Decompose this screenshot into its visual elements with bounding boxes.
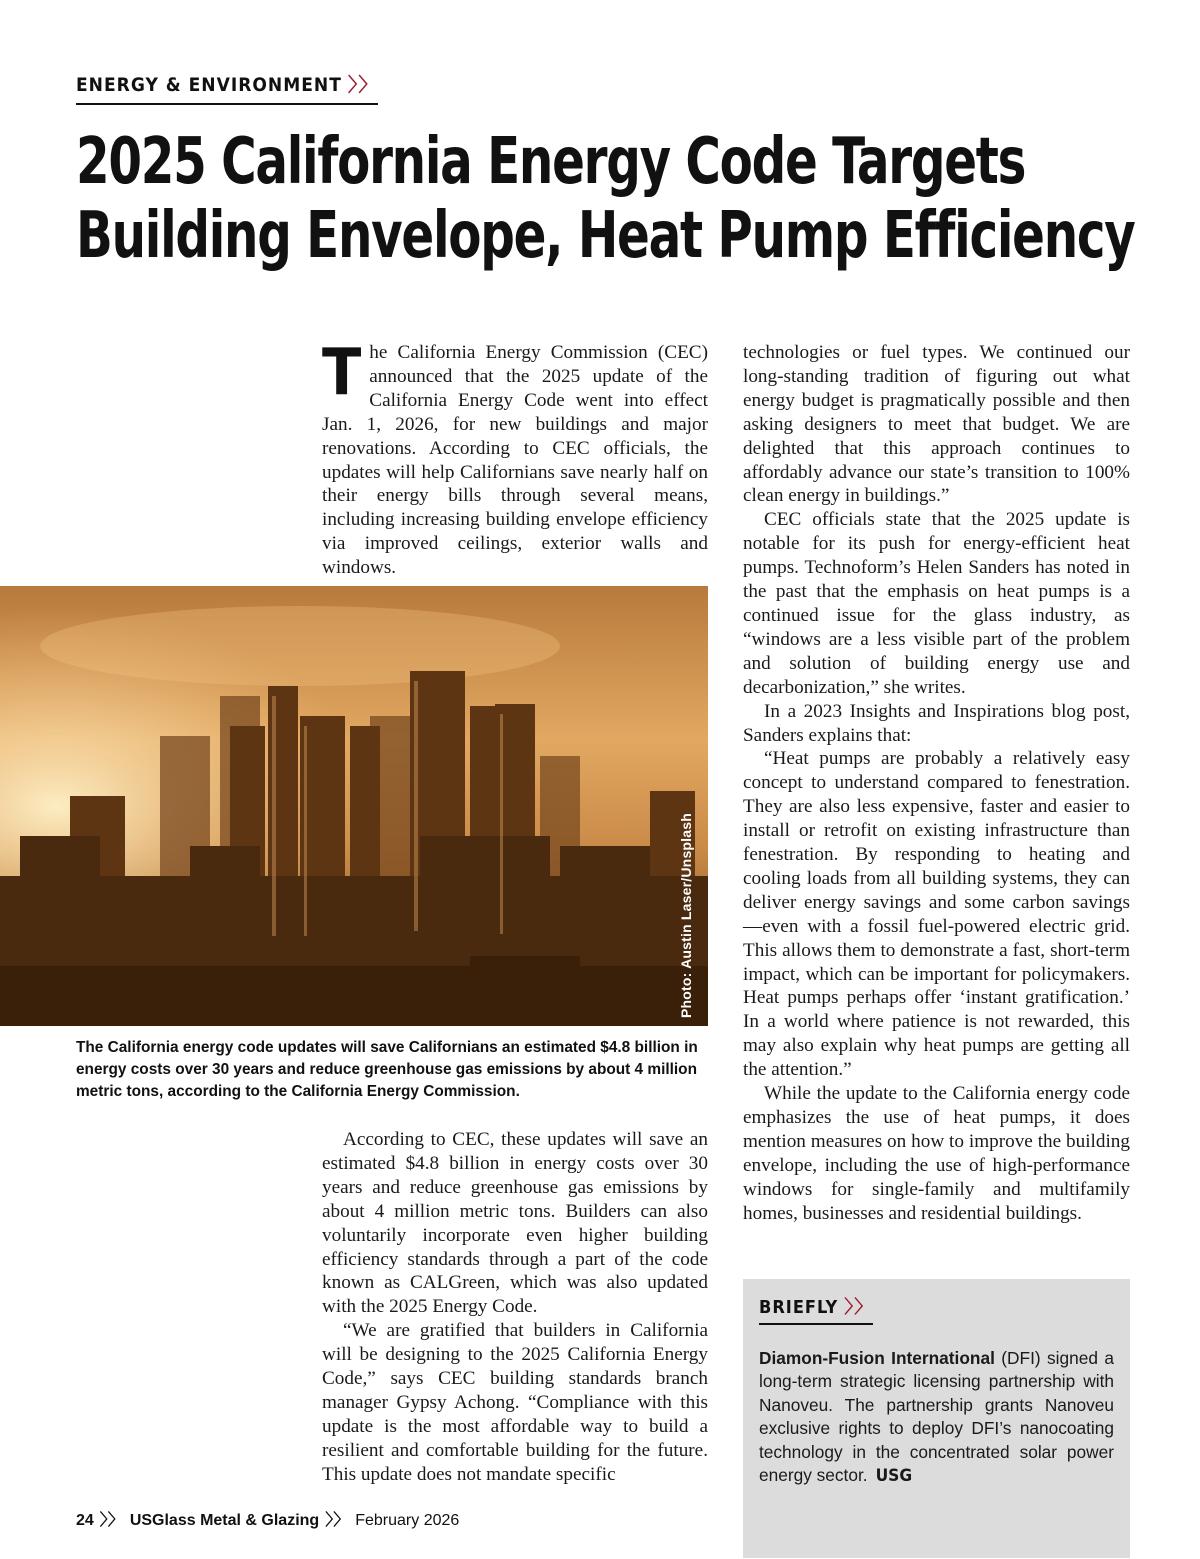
headline-line-1: 2025 California Energy Code Targets	[76, 125, 1026, 199]
briefly-sidebar	[743, 1279, 1130, 1558]
article-paragraph-3: “We are gratified that builders in California will be designing to the 2025 California Energy Code,” says CEC building standards branch manager Gypsy Achong. “Compliance with this update is the most affordable way to build a resilient and comfortable building for the future. This update does not mandate specific	[322, 1320, 708, 1485]
usg-end-mark: USG	[875, 1466, 913, 1487]
briefly-body: (DFI) signed a long-term strategic licensing partnership with Nanoveu. The partnership grants Nanoveu exclusive rights to deploy DFI’s nanocoating technology in the concentrated solar power energy sector.	[759, 1348, 1114, 1486]
article-paragraph-7: While the update to the California energy code emphasizes the use of heat pumps, it does mention measures on how to improve the building envelope, including the use of high-performance windows for single-family and multifamily homes, businesses and residential buildings.	[743, 1083, 1130, 1224]
page-footer	[76, 1507, 459, 1530]
article-paragraph-1-text: he California Energy Commission (CEC) announced that the 2025 update of the California Energy Code went into effect Jan. 1, 2026, for new buildings and major renovations. According to CEC officials, the updates will help Californians save nearly half on their energy bills through several means, including increasing building envelope efficiency via improved ceilings, exterior walls and windows.	[322, 342, 708, 579]
headline-line-2: Building Envelope, Heat Pump Efficiency	[76, 199, 1135, 273]
photo-caption: The California energy code updates will save Californians an estimated $4.8 billion in energy costs over 30 years and reduce greenhouse gas emissions by about 4 million metric tons, according to the California Energy Commission.	[76, 1039, 698, 1100]
article-paragraph-4: CEC officials state that the 2025 update is notable for its push for energy-efficient heat pumps. Technoform’s Helen Sanders has noted in the past that the emphasis on heat pumps is a continued issue for the glass industry, as “windows are a less visible part of the problem and solution of building energy use and decarbonization,” she writes.	[743, 509, 1130, 698]
article-column-2	[743, 341, 1130, 1226]
section-label-text: ENERGY & ENVIRONMENT	[76, 74, 342, 96]
chevron-icon: 〉〉	[99, 1512, 124, 1529]
drop-cap: T	[322, 336, 362, 410]
article-paragraph-1	[322, 336, 708, 580]
chevron-icon: 〉〉	[325, 1512, 350, 1529]
article-paragraph-2: According to CEC, these updates will save an estimated $4.8 billion in energy costs over 30 years and reduce greenhouse gas emissions by about 4 million metric tons. Builders can also voluntarily incorporate even higher building efficiency standards through a part of the code known as CALGreen, which was also updated with the 2025 Energy Code.	[322, 1129, 708, 1318]
article-column-1-bottom	[322, 1128, 708, 1487]
article-paragraph-5: In a 2023 Insights and Inspirations blog post, Sanders explains that:	[743, 700, 1130, 746]
page-number: 24	[76, 1512, 94, 1529]
chevron-icon: 〉〉	[844, 1297, 874, 1318]
photo-credit: Photo: Austin Laser/Unsplash	[678, 813, 694, 1018]
publication-name: USGlass Metal & Glazing	[129, 1512, 320, 1529]
section-label	[76, 70, 378, 105]
headline	[76, 125, 1135, 273]
briefly-title-text: BRIEFLY	[759, 1297, 839, 1318]
article-column-1-top	[322, 336, 708, 580]
issue-date: February 2026	[355, 1512, 460, 1529]
briefly-company: Diamon-Fusion International	[759, 1348, 995, 1368]
city-skyline-photo	[0, 586, 708, 1026]
chevron-icon: 〉〉	[347, 74, 379, 96]
article-paragraph-3-continued: technologies or fuel types. We continued our long-standing tradition of figuring out what energy budget is pragmatically possible and then asking designers to meet that budget. We are delighted that this approach continues to affordably advance our state’s transition to 100% clean energy in buildings.”	[743, 342, 1130, 507]
briefly-title	[759, 1293, 873, 1325]
skyline-illustration	[0, 586, 708, 1026]
article-quote: “Heat pumps are probably a relatively easy concept to understand compared to fenestration. They are also less expensive, faster and easier to install or retrofit on existing infrastructure than fenestration. By responding to heating and cooling loads from all building systems, they can deliver energy savings and some carbon savings—even with a fossil fuel-powered electric grid. This allows them to demonstrate a fast, short-term impact, which can be important for policymakers. Heat pumps perhaps offer ‘instant gratification.’ In a world where patience is not rewarded, this may also explain why heat pumps are getting all the attention.”	[743, 748, 1130, 1081]
briefly-text	[759, 1347, 1114, 1488]
